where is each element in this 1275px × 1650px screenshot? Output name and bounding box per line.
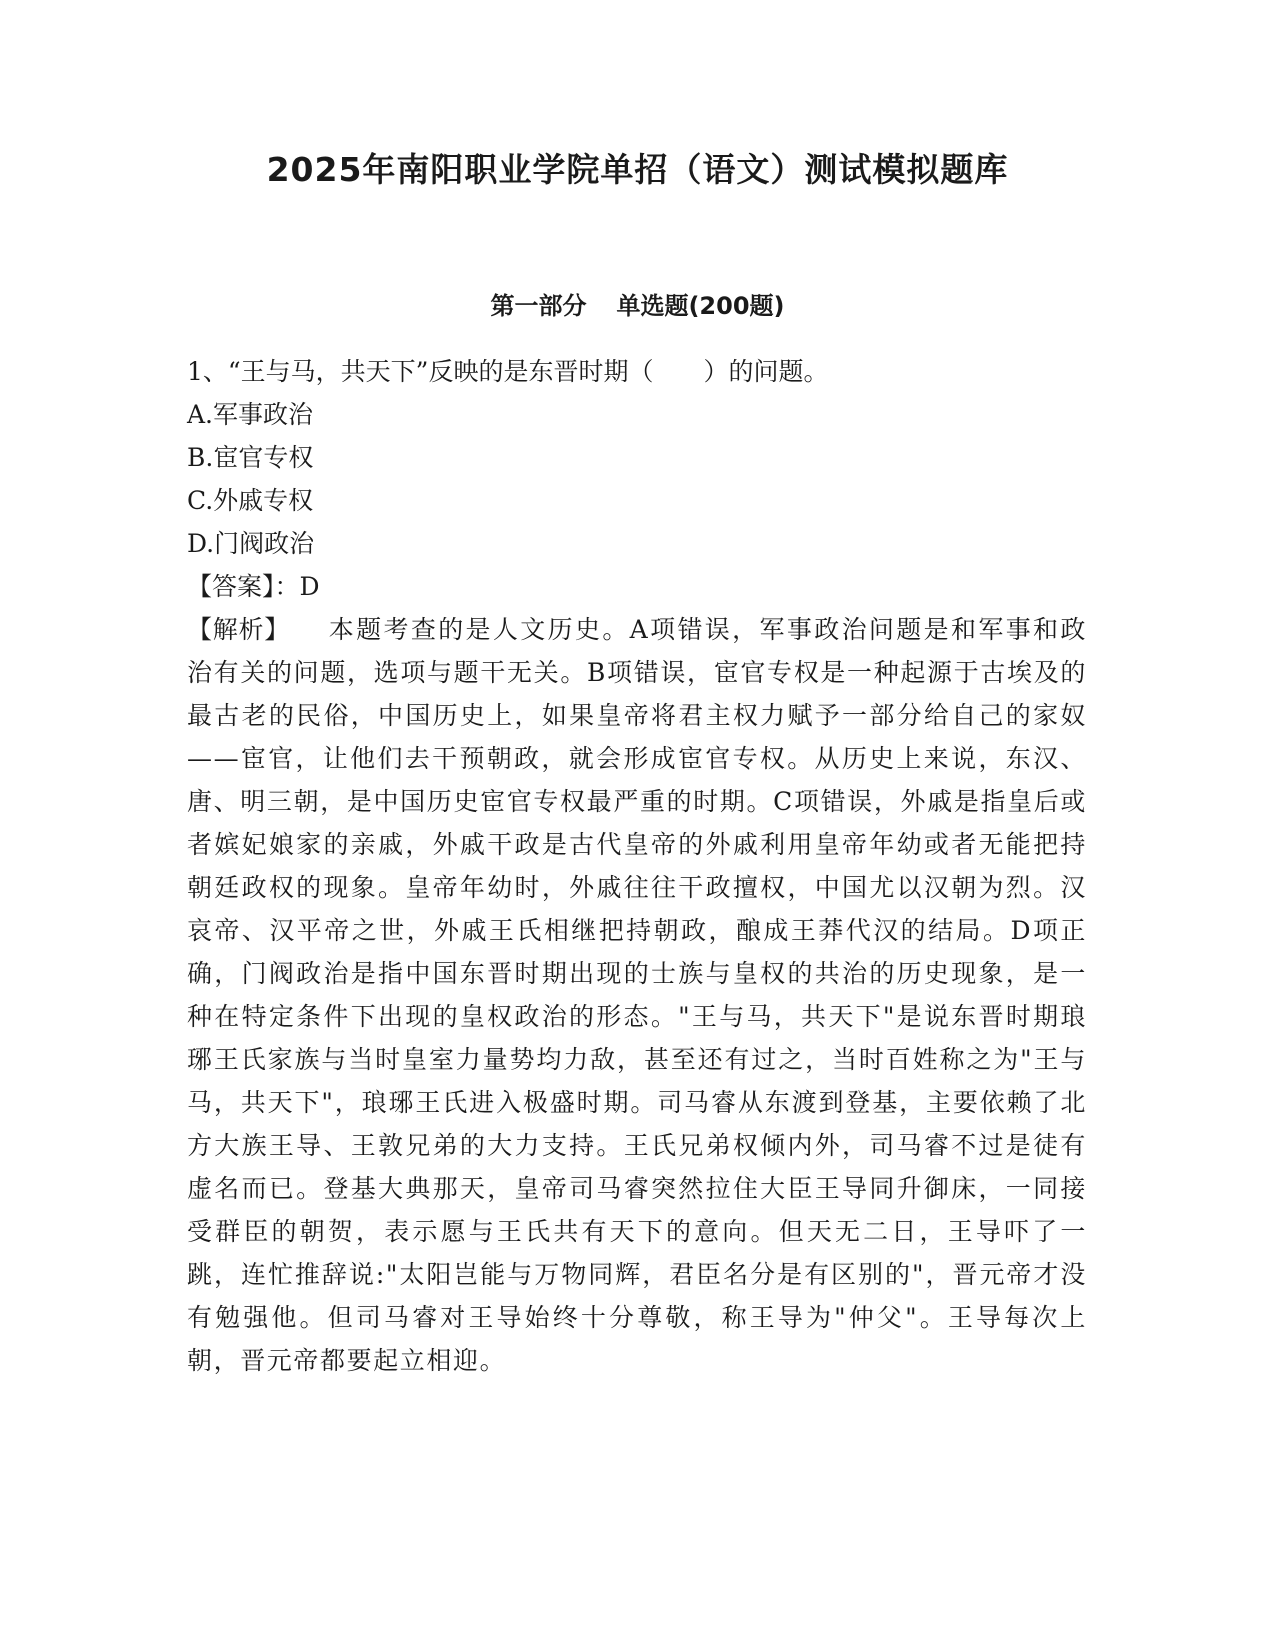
section-heading — [0, 290, 1275, 322]
option-c: C.外戚专权 — [187, 486, 314, 515]
analysis-paragraph — [187, 608, 1087, 1382]
option-d: D.门阀政治 — [187, 529, 315, 558]
question-stem: 1、“王与马，共天下”反映的是东晋时期（ ）的问题。 — [187, 357, 829, 386]
answer-line — [187, 565, 1087, 608]
answer-value: ：D — [274, 572, 320, 601]
document-title: 2025年南阳职业学院单招（语文）测试模拟题库 — [266, 150, 1009, 189]
option-a: A.军事政治 — [187, 400, 314, 429]
analysis-label: 【解析】 — [187, 615, 291, 644]
section-title: 第一部分 — [490, 292, 587, 320]
question-block — [187, 350, 1087, 1382]
analysis-text: 本题考查的是人文历史。A项错误，军事政治问题是和军事和政治有关的问题，选项与题干无关。B项错误，宦官专权是一种起源于古埃及的最古老的民俗，中国历史上，如果皇帝将君主权力赋予一部分给自己的家奴——宦官，让他们去干预朝政，就会形成宦官专权。从历史上来说，东汉、唐、明三朝，是中国历史宦官专权最严重的时期。C项错误，外戚是指皇后或者嫔妃娘家的亲戚，外戚干政是古代皇帝的外戚利用皇帝年幼或者无能把持朝廷政权的现象。皇帝年幼时，外戚往往干政擅权，中国尤以汉朝为烈。汉哀帝、汉平帝之世，外戚王氏相继把持朝政，酿成王莽代汉的结局。D项正确，门阀政治是指中国东晋时期出现的士族与皇权的共治的历史现象，是一种在特定条件下出现的皇权政治的形态。"王与马，共天下"是说东晋时期琅琊王氏家族与当时皇室力量势均力敌，甚至还有过之，当时百姓称之为"王与马，共天下"，琅琊王氏进入极盛时期。司马睿从东渡到登基，主要依赖了北方大族王导、王敦兄弟的大力支持。王氏兄弟权倾内外，司马睿不过是徒有虚名而已。登基大典那天，皇帝司马睿突然拉住大臣王导同升御床，一同接受群臣的朝贺，表示愿与王氏共有天下的意向。但天无二日，王导吓了一跳，连忙推辞说:"太阳岂能与万物同辉，君臣名分是有区别的"，晋元帝才没有勉强他。但司马睿对王导始终十分尊敬，称王导为"仲父"。王导每次上朝，晋元帝都要起立相迎。 — [187, 615, 1087, 1375]
answer-label: 【答案】 — [187, 572, 275, 601]
section-subtitle: 单选题(200题) — [616, 292, 785, 320]
option-b: B.宦官专权 — [187, 443, 314, 472]
